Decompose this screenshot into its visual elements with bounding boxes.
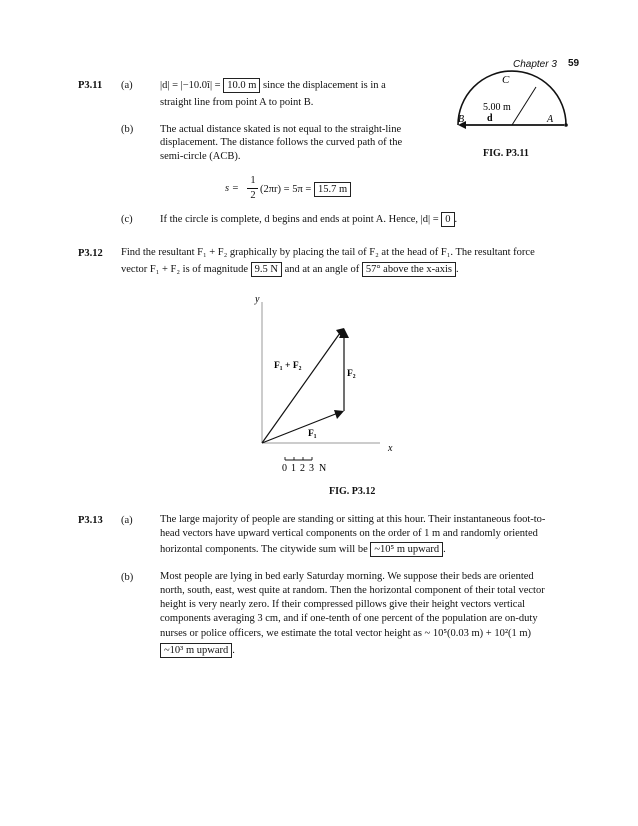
answer-box: 15.7 m [314, 182, 351, 197]
p313b-line4: components averaging 3 cm, and if one-tenth of one percent of the population are on-duty [160, 613, 538, 624]
arrowhead-f1 [334, 410, 344, 419]
p313a-line1: The large majority of people are standing or sitting at this hour. Their instantaneous foot-to- [160, 514, 546, 525]
problem-label-p312: P3.12 [78, 248, 103, 259]
punct: . [443, 544, 446, 555]
label-c: C [502, 74, 510, 86]
part-label: (b) [121, 572, 134, 583]
scale-unit: N [319, 463, 327, 474]
equation-lhs: s = [225, 183, 239, 194]
text: horizontal components. The citywide sum will be [160, 544, 368, 555]
label-d: d [487, 113, 493, 124]
text: If the circle is complete, d begins and ends at point A. Hence, |d| = [160, 214, 439, 225]
label-a: A [547, 114, 554, 125]
equation-rhs [260, 182, 351, 197]
punct: . [455, 264, 459, 275]
p313a-line3 [160, 542, 446, 557]
equation: |d| = |−10.0î| = [160, 80, 221, 91]
y-axis-label: y [255, 294, 260, 305]
point-a [564, 123, 568, 127]
p312-line2 [121, 262, 459, 277]
problem-label-p313: P3.13 [78, 515, 103, 526]
text: since the displacement is in a [263, 80, 386, 91]
figure-caption: FIG. P3.12 [329, 486, 376, 497]
radius-line [512, 87, 536, 125]
part-label: (a) [121, 80, 133, 91]
scale-label-1: 1 [291, 463, 296, 474]
x-axis-label: x [388, 443, 393, 454]
figure-caption: FIG. P3.11 [483, 148, 529, 159]
p311b-line1: The actual distance skated is not equal to the straight-line [160, 124, 402, 135]
label-f1: F₁ [308, 429, 317, 439]
p313b-line1: Most people are lying in bed early Saturday morning. We suppose their beds are oriented [160, 571, 534, 582]
scale-label-2: 2 [300, 463, 305, 474]
p313a-line2: head vectors have upward vertical components on the order of 1 m and randomly oriented [160, 528, 538, 539]
figure-p311 [450, 70, 570, 140]
p311a-line1 [160, 78, 386, 93]
label-f2: F₂ [347, 369, 356, 379]
answer-box: 57° above the x-axis [362, 262, 456, 277]
p311c-line [160, 212, 457, 227]
p311b-line2: displacement. The distance follows the curved path of the [160, 137, 403, 148]
chapter-label: Chapter 3 [513, 59, 557, 70]
p312-line1: Find the resultant F₁ + F₂ graphically by placing the tail of F₂ at the head of F₁. The resultant force [121, 247, 535, 258]
problem-label-p311: P3.11 [78, 80, 103, 91]
answer-box: 10.0 m [223, 78, 260, 93]
equation-middle: (2πr) = 5π = [260, 184, 312, 195]
scale-label-0: 0 [282, 463, 287, 474]
scale-label-3: 3 [309, 463, 314, 474]
fraction-denominator: 2 [250, 190, 256, 201]
fraction-numerator: 1 [250, 175, 256, 186]
p311a-line2: straight line from point A to point B. [160, 97, 314, 108]
p313b-line3: height is very nearly zero. If their compressed pillows give their height vectors vertical [160, 599, 526, 610]
text: and at an angle of [284, 264, 360, 275]
answer-box: 0 [441, 212, 454, 227]
p311b-line3: semi-circle (ACB). [160, 151, 241, 162]
p313b-line6 [160, 643, 235, 658]
part-label: (b) [121, 124, 134, 135]
p313b-line2: north, south, east, west quite at random. Then the horizontal component of their total vector [160, 585, 545, 596]
vector-resultant [262, 333, 340, 443]
part-label: (c) [121, 214, 133, 225]
p313b-line5: nurses or police officers, we estimate the total vector height as ~ 10⁵(0.03 m) + 10²(1 m) [160, 628, 532, 639]
text: vector F₁ + F₂ is of magnitude [121, 264, 248, 275]
label-b: B [458, 114, 465, 125]
vector-f1 [262, 413, 338, 443]
answer-box: ~10³ m upward [160, 643, 232, 658]
answer-box: ~10⁵ m upward [370, 542, 443, 557]
punct: . [454, 214, 458, 225]
punct: . [232, 645, 235, 656]
figure-p312 [250, 288, 400, 478]
answer-box: 9.5 N [251, 262, 282, 277]
label-resultant: F₁ + F₂ [274, 361, 302, 371]
part-label: (a) [121, 515, 133, 526]
label-radius: 5.00 m [483, 102, 511, 113]
page-number: 59 [568, 58, 580, 69]
